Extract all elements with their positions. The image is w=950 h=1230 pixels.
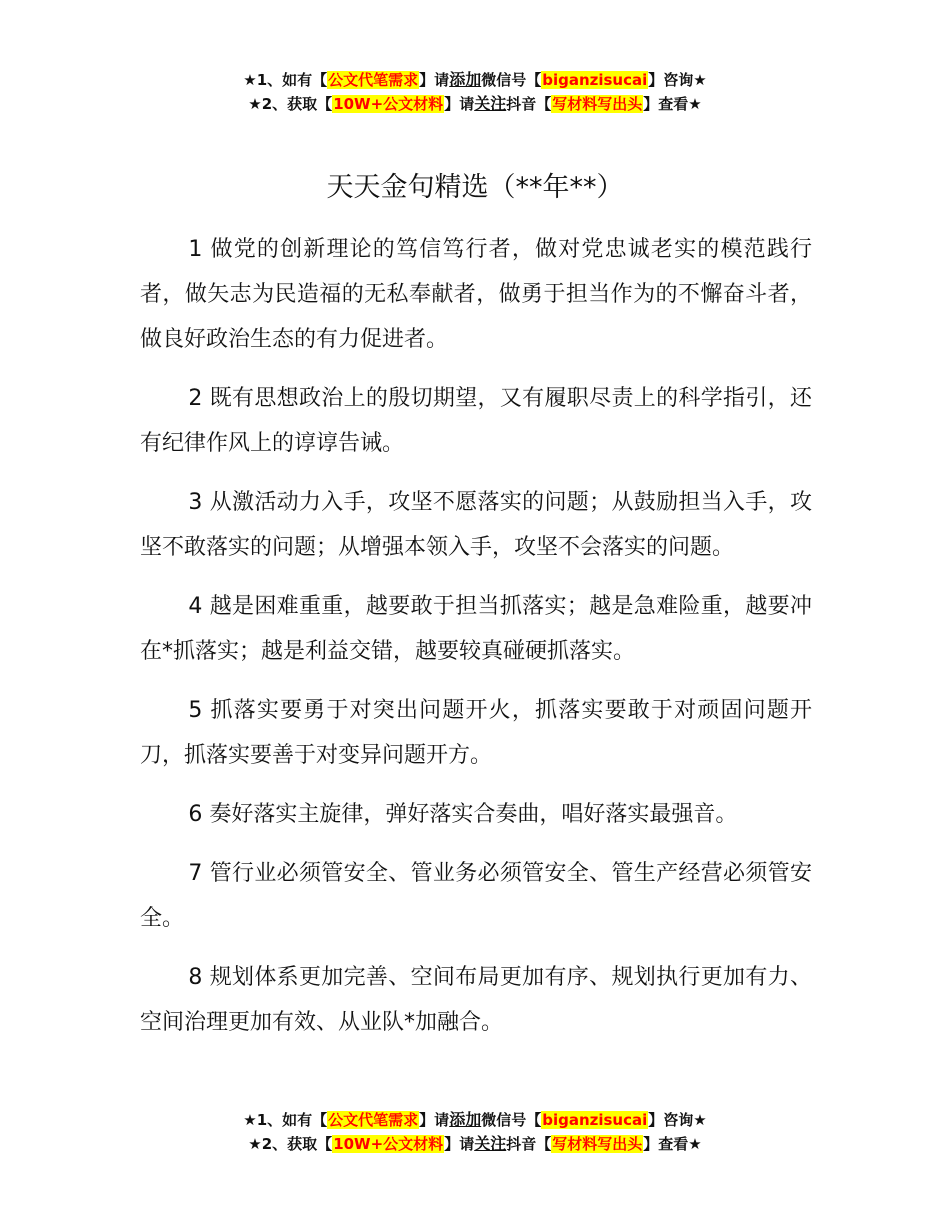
header-line-1: [0, 68, 950, 92]
header-underlined-follow: 关注: [474, 94, 507, 113]
header-line-2: [0, 92, 950, 116]
footer-banner: [0, 1108, 950, 1156]
header-underlined-add: 添加: [449, 70, 482, 89]
footer-highlight-materials: 10W+公文材料: [333, 1135, 444, 1153]
footer-line-2-text: 】请: [444, 1135, 475, 1153]
header-line-1-text: 】请: [419, 71, 450, 89]
footer-underlined-add: 添加: [449, 1110, 482, 1129]
header-line-1-text: ★1、如有【: [243, 71, 328, 89]
document-title: 天天金句精选（**年**）: [326, 172, 624, 203]
header-line-2-text: 】请: [444, 95, 475, 113]
header-highlight-douyin-account: 写材料写出头: [552, 95, 643, 113]
footer-highlight-douyin-account: 写材料写出头: [552, 1135, 643, 1153]
header-line-1-text: 】咨询★: [648, 71, 707, 89]
footer-line-1: [0, 1108, 950, 1132]
footer-underlined-follow: 关注: [474, 1134, 507, 1153]
footer-line-2-text: 抖音【: [506, 1135, 552, 1153]
header-line-2-text: 】查看★: [643, 95, 702, 113]
header-banner: [0, 68, 950, 116]
paragraph-6: 6 奏好落实主旋律，弹好落实合奏曲，唱好落实最强音。: [188, 802, 738, 827]
paragraph-7: 7 管行业必须管安全、管业务必须管安全、管生产经营必须管安全。: [140, 861, 812, 931]
footer-line-1-text: ★1、如有【: [243, 1111, 328, 1129]
document-body: [140, 227, 812, 1059]
paragraph-8: 8 规划体系更加完善、空间布局更加有序、规划执行更加有力、空间治理更加有效、从业队*加融合。: [140, 965, 812, 1035]
header-highlight-ghost-writing: 公文代笔需求: [328, 71, 419, 89]
header-line-2-text: 抖音【: [506, 95, 552, 113]
header-highlight-materials: 10W+公文材料: [333, 95, 444, 113]
paragraph-2: 2 既有思想政治上的殷切期望，又有履职尽责上的科学指引，还有纪律作风上的谆谆告诫。: [140, 386, 812, 456]
header-highlight-wechat-id: biganzisucai: [542, 71, 648, 89]
paragraph-3: 3 从激活动力入手，攻坚不愿落实的问题；从鼓励担当入手，攻坚不敢落实的问题；从增强本领入手，攻坚不会落实的问题。: [140, 490, 812, 560]
footer-line-2-text: ★2、获取【: [248, 1135, 333, 1153]
footer-highlight-wechat-id: biganzisucai: [542, 1111, 648, 1129]
footer-line-1-text: 】请: [419, 1111, 450, 1129]
footer-highlight-ghost-writing: 公文代笔需求: [328, 1111, 419, 1129]
paragraph-4: 4 越是困难重重，越要敢于担当抓落实；越是急难险重，越要冲在*抓落实；越是利益交错，越要较真碰硬抓落实。: [140, 594, 812, 664]
header-line-2-text: ★2、获取【: [248, 95, 333, 113]
footer-line-1-text: 】咨询★: [648, 1111, 707, 1129]
paragraph-5: 5 抓落实要勇于对突出问题开火，抓落实要敢于对顽固问题开刀，抓落实要善于对变异问题开方。: [140, 698, 812, 768]
paragraph-1: 1 做党的创新理论的笃信笃行者，做对党忠诚老实的模范践行者，做矢志为民造福的无私奉献者，做勇于担当作为的不懈奋斗者，做良好政治生态的有力促进者。: [140, 237, 812, 352]
header-line-1-text: 微信号【: [481, 71, 542, 89]
footer-line-2: [0, 1132, 950, 1156]
footer-line-2-text: 】查看★: [643, 1135, 702, 1153]
footer-line-1-text: 微信号【: [481, 1111, 542, 1129]
